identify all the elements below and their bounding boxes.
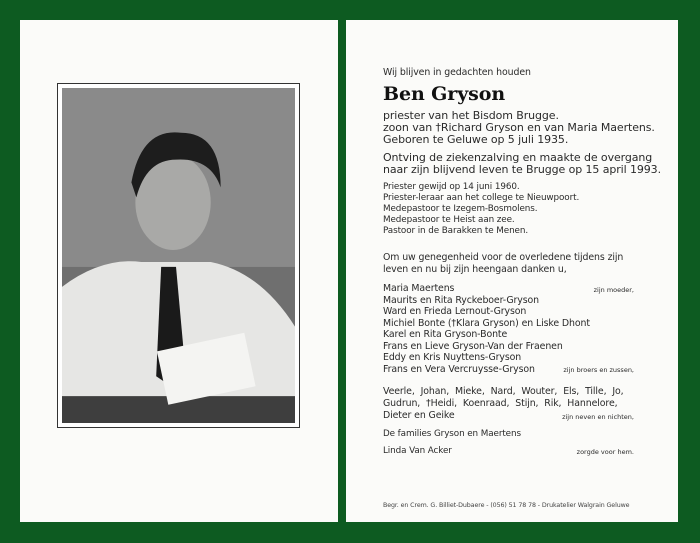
relation-label: zorgde voor hem.: [576, 448, 634, 456]
family-line: Ward en Frieda Lernout-Gryson: [383, 306, 527, 317]
nephews-line: Gudrun, †Heidi, Koenraad, Stijn, Rik, Hannelore,: [383, 398, 618, 409]
photo-card: [20, 20, 338, 522]
career-line: Priester gewijd op 14 juni 1960.: [383, 182, 520, 192]
printer-footer: Begr. en Crem. G. Billiet-Dubaere - (056) 51 78 78 - Drukatelier Walgrain Geluwe: [383, 502, 630, 509]
intro-line: priester van het Bisdom Brugge.: [383, 109, 559, 122]
relation-label: zijn moeder,: [593, 286, 634, 294]
career-line: Pastoor in de Barakken te Menen.: [383, 226, 529, 236]
families-line: De families Gryson en Maertens: [383, 429, 521, 439]
portrait-photo: [57, 83, 300, 428]
career-line: Medepastoor te Izegem-Bosmolens.: [383, 204, 538, 214]
relation-label: zijn broers en zussen,: [563, 366, 634, 374]
text-card: [346, 20, 678, 522]
death-line: naar zijn blijvend leven te Brugge op 15 april 1993.: [383, 163, 661, 176]
intro-line: Geboren te Geluwe op 5 juli 1935.: [383, 133, 569, 146]
family-line: Eddy en Kris Nuyttens-Gryson: [383, 352, 522, 363]
family-line: Maria Maertens: [383, 283, 455, 294]
thanks-line: leven en nu bij zijn heengaan danken u,: [383, 264, 567, 275]
death-line: Ontving de ziekenzalving en maakte de overgang: [383, 151, 653, 164]
career-line: Medepastoor te Heist aan zee.: [383, 215, 515, 225]
family-line: Frans en Lieve Gryson-Van der Fraenen: [383, 340, 563, 352]
relation-label: zijn neven en nichten,: [562, 413, 634, 421]
deceased-name: Ben Gryson: [383, 83, 506, 105]
career-line: Priester-leraar aan het college te Nieuwpoort.: [383, 193, 580, 203]
header-text: Wij blijven in gedachten houden: [383, 67, 531, 78]
family-line: Michiel Bonte (†Klara Gryson) en Liske Dhont: [383, 317, 590, 329]
family-line: Karel en Rita Gryson-Bonte: [383, 329, 508, 340]
thanks-line: Om uw genegenheid voor de overledene tijdens zijn: [383, 252, 624, 263]
intro-line: zoon van †Richard Gryson en van Maria Maertens.: [383, 121, 655, 134]
family-line: Maurits en Rita Ryckeboer-Gryson: [383, 294, 540, 306]
carer-line: Linda Van Acker: [383, 446, 452, 456]
family-line: Frans en Vera Vercruysse-Gryson: [383, 363, 535, 375]
nephews-line: Dieter en Geike: [383, 410, 455, 421]
nephews-line: Veerle, Johan, Mieke, Nard, Wouter, Els, Tille, Jo,: [383, 386, 624, 397]
